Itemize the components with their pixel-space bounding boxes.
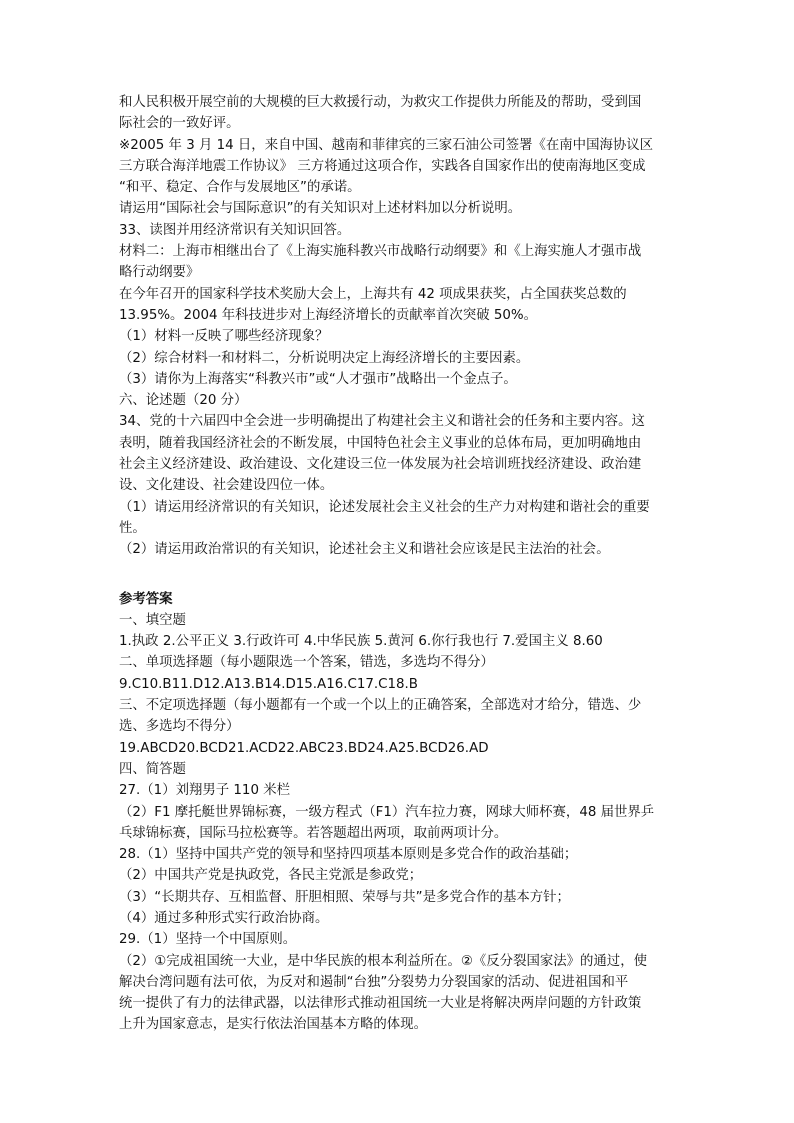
answers-heading: 参考答案	[119, 591, 173, 607]
text-line: 材料二：上海市相继出台了《上海实施科教兴市战略行动纲要》和《上海实施人才强市战	[119, 244, 642, 260]
text-line: 六、论述题（20 分）	[119, 393, 248, 409]
answer-line: 选、多选均不得分）	[119, 719, 240, 735]
answer-line: （2）F1 摩托艇世界锦标赛，一级方程式（F1）汽车拉力赛，网球大师杯赛，48 届世界乒	[119, 804, 655, 820]
answer-line: 28.（1）坚持中国共产党的领导和坚持四项基本原则是多党合作的政治基础；	[119, 847, 578, 863]
answer-line: 一、填空题	[119, 612, 186, 628]
text-line: 表明，随着我国经济社会的不断发展，中国特色社会主义事业的总体布局，更加明确地由	[119, 435, 642, 451]
answer-line: 解决台湾问题有法可依，为反对和遏制“台独”分裂势力分裂国家的活动、促进祖国和平	[119, 974, 629, 990]
answer-line: 27.（1）刘翔男子 110 米栏	[119, 783, 291, 799]
answer-line: 四、简答题	[119, 761, 186, 777]
exam-questions-section	[119, 92, 679, 561]
answer-line: 乓球锦标赛，国际马拉松赛等。若答题超出两项，取前两项计分。	[119, 825, 508, 841]
text-line: 13.95%。2004 年科技进步对上海经济增长的贡献率首次突破 50%。	[119, 307, 538, 323]
text-line: （3）请你为上海落实“科教兴市”或“人才强市”战略出一个金点子。	[119, 371, 517, 387]
answer-line: 1.执政 2.公平正义 3.行政许可 4.中华民族 5.黄河 6.你行我也行 7.爱国主义 8.60	[119, 634, 603, 650]
text-line: 三方联合海洋地震工作协议》 三方将通过这项合作，实践各自国家作出的使南海地区变成	[119, 158, 646, 174]
document-body	[119, 92, 679, 1036]
text-line: 在今年召开的国家科学技术奖励大会上，上海共有 42 项成果获奖，占全国获奖总数的	[119, 286, 627, 302]
text-line: “和平、稳定、合作与发展地区”的承诺。	[119, 180, 361, 196]
text-line: 际社会的一致好评。	[119, 116, 240, 132]
answer-line: 29.（1）坚持一个中国原则。	[119, 932, 297, 948]
text-line: （2）请运用政治常识的有关知识，论述社会主义和谐社会应该是民主法治的社会。	[119, 542, 610, 558]
answer-line: 统一提供了有力的法律武器，以法律形式推动祖国统一大业是将解决两岸问题的方针政策	[119, 996, 642, 1012]
answer-line: （3）“长期共存、互相监督、肝胆相照、荣辱与共”是多党合作的基本方针；	[119, 889, 570, 905]
answer-line: （2）①完成祖国统一大业，是中华民族的根本利益所在。②《反分裂国家法》的通过，使	[119, 953, 647, 969]
answer-line: （4）通过多种形式实行政治协商。	[119, 910, 329, 926]
answer-line: 三、不定项选择题（每小题都有一个或一个以上的正确答案，全部选对才给分，错选、少	[119, 698, 642, 714]
text-line: 略行动纲要》	[119, 265, 200, 281]
section-gap	[119, 561, 679, 589]
answer-line: 19.ABCD20.BCD21.ACD22.ABC23.BD24.A25.BCD26.AD	[119, 740, 489, 756]
text-line: 请运用“国际社会与国际意识”的有关知识对上述材料加以分析说明。	[119, 201, 522, 217]
answer-line: 9.C10.B11.D12.A13.B14.D15.A16.C17.C18.B	[119, 676, 418, 692]
text-line: 设、文化建设、社会建设四位一体。	[119, 478, 334, 494]
text-line: 社会主义经济建设、政治建设、文化建设三位一体发展为社会培训班找经济建设、政治建	[119, 457, 642, 473]
text-line: ※2005 年 3 月 14 日，来自中国、越南和菲律宾的三家石油公司签署《在南中国海协议区	[119, 137, 654, 153]
text-line: 33、读图并用经济常识有关知识回答。	[119, 222, 351, 238]
text-line: 34、党的十六届四中全会进一步明确提出了构建社会主义和谐社会的任务和主要内容。这	[119, 414, 645, 430]
answer-line: 二、单项选择题（每小题限选一个答案，错选，多选均不得分）	[119, 655, 494, 671]
answer-line: （2）中国共产党是执政党，各民主党派是参政党；	[119, 868, 423, 884]
text-line: （1）请运用经济常识的有关知识，论述发展社会主义社会的生产力对构建和谐社会的重要	[119, 499, 650, 515]
text-line: 和人民积极开展空前的大规模的巨大救援行动，为救灾工作提供力所能及的帮助，受到国	[119, 95, 642, 110]
answers-section	[119, 610, 679, 1036]
text-line: （2）综合材料一和材料二，分析说明决定上海经济增长的主要因素。	[119, 350, 530, 366]
answer-line: 上升为国家意志，是实行依法治国基本方略的体现。	[119, 1017, 427, 1033]
text-line: （1）材料一反映了哪些经济现象？	[119, 329, 329, 345]
text-line: 性。	[119, 520, 146, 536]
